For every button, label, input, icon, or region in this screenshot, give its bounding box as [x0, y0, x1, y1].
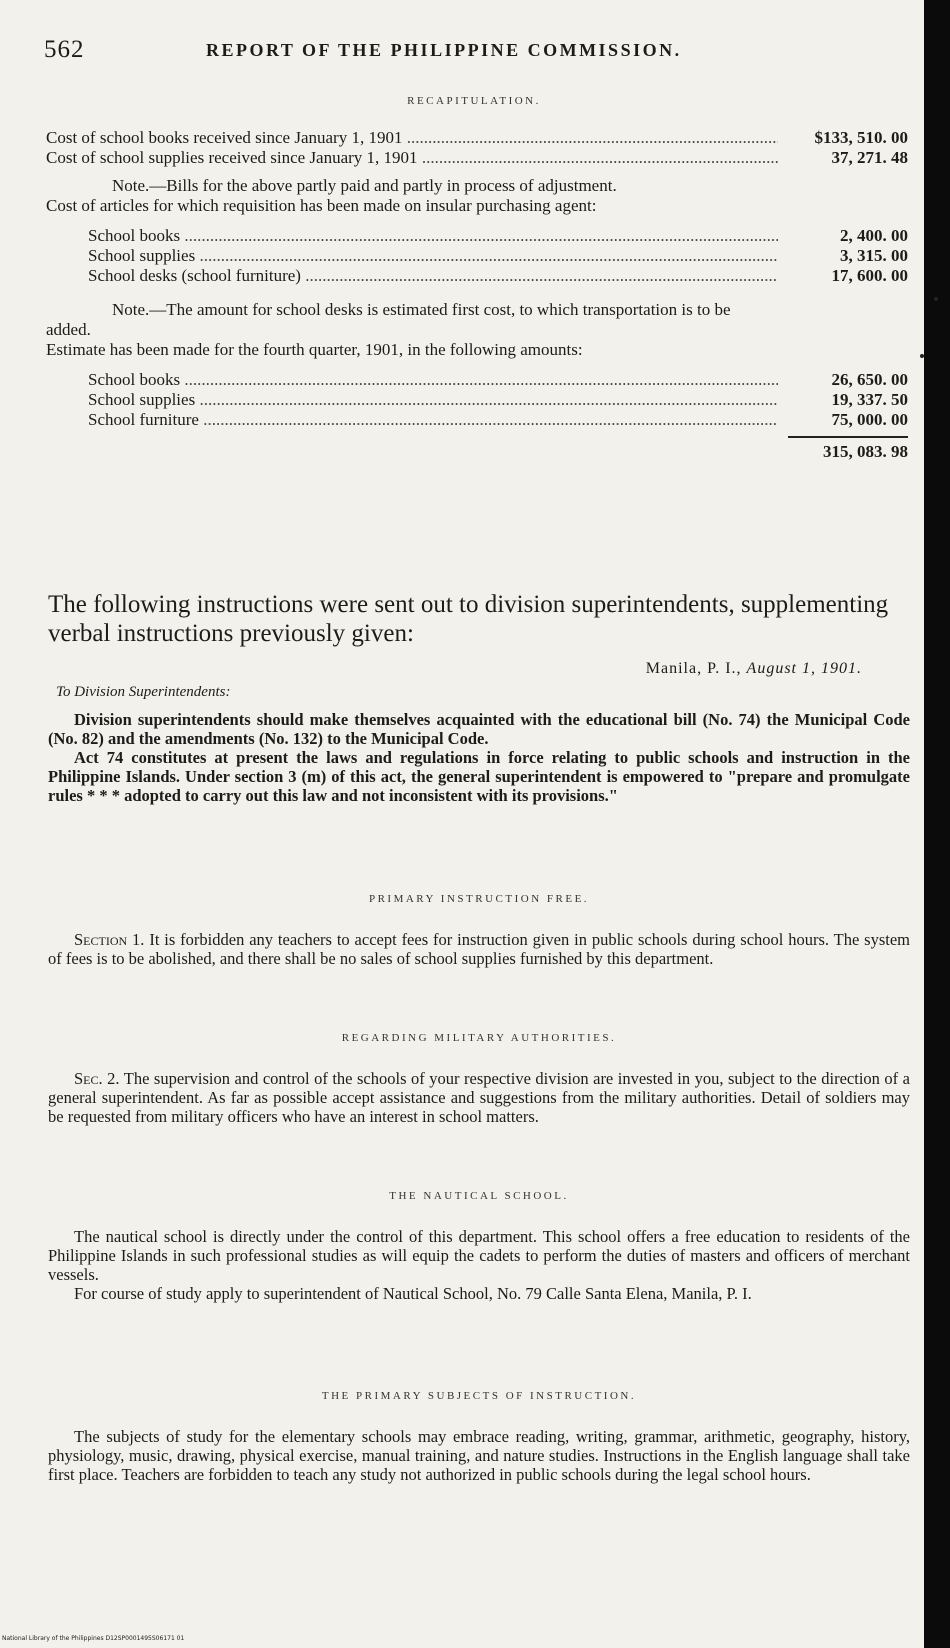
- scan-edge-strip: [924, 0, 950, 1648]
- estimate-row: [46, 390, 908, 410]
- estimate-row-label: School books .....: [46, 370, 778, 390]
- requisition-row: [46, 226, 908, 246]
- recap-note-bills: Note.—Bills for the above partly paid and partly in process of adjustment.: [112, 176, 617, 195]
- estimate-row-label: School furniture .....: [46, 410, 778, 430]
- requisition-row: [46, 266, 908, 286]
- estimate-row-amount: 75, 000. 00: [831, 410, 908, 429]
- estimate-row-amount: 19, 337. 50: [831, 390, 908, 409]
- estimate-row: [46, 410, 908, 430]
- estimate-row: [46, 370, 908, 390]
- dateline: [646, 660, 862, 678]
- page-header: [44, 36, 904, 70]
- recap-title: RECAPITULATION.: [407, 95, 541, 107]
- section-lead: Sec. 2.: [74, 1069, 120, 1088]
- requisition-heading: Cost of articles for which requisition has been made on insular purchasing agent:: [46, 196, 597, 215]
- salutation: To Division Superintendents:: [56, 684, 231, 700]
- estimate-row-amount: 26, 650. 00: [831, 370, 908, 389]
- section-text: It is forbidden any teachers to accept fees for instruction given in public schools during school hours. The system of fees is to be abolished, and there shall be no sales of school supplies furnished by this department.: [48, 930, 911, 968]
- recap-row-label: Cost of school supplies received since January 1, 1901 .....: [46, 148, 778, 168]
- total-rule: [788, 436, 908, 438]
- opening-paragraph: Division superintendents should make themselves acquainted with the educational bill (No. 74) the Municipal Code (No. 82) and the amendments (No. 132) to the Municipal Code.: [48, 710, 910, 748]
- section-lead: Section 1.: [74, 930, 145, 949]
- requisition-row-label: School books .....: [46, 226, 778, 246]
- recap-total: 315, 083. 98: [823, 442, 908, 461]
- recap-row-amount: 37, 271. 48: [831, 148, 908, 167]
- total-rule-row: [46, 430, 908, 440]
- section-body: [48, 930, 910, 968]
- section-body: [48, 1227, 910, 1303]
- instructions-intro: The following instructions were sent out to division superintendents, supplementing verbal instructions previously given:: [48, 591, 889, 647]
- recap-row-amount: $133, 510. 00: [814, 128, 908, 147]
- section-body: [48, 1427, 910, 1484]
- requisition-row-label: School desks (school furniture) .....: [46, 266, 778, 286]
- section-paragraph: The nautical school is directly under the control of this department. This school offers a free education to residents of the Philippine Islands in such professional studies as will equip the cadets to perform the duties of masters and officers of merchant vessels.: [48, 1227, 910, 1284]
- requisition-row-amount: 3, 315. 00: [840, 246, 908, 265]
- requisition-row-label: School supplies .....: [46, 246, 778, 266]
- section-heading: REGARDING MILITARY AUTHORITIES.: [341, 1032, 617, 1044]
- running-head: REPORT OF THE PHILIPPINE COMMISSION.: [206, 40, 682, 60]
- opening-paragraph: Act 74 constitutes at present the laws and regulations in force relating to public schools and instruction in the Philippine Islands. Under section 3 (m) of this act, the general superintendent is empowered to "prepare and promulgate rules * * * adopted to carry out this law and not inconsistent with its provisions.": [48, 748, 910, 805]
- section-heading: PRIMARY INSTRUCTION FREE.: [368, 893, 590, 905]
- requisition-row: [46, 246, 908, 266]
- section-paragraph: [48, 930, 910, 968]
- scan-speck: [920, 354, 924, 358]
- dateline-date: August 1, 1901.: [746, 660, 862, 677]
- section-paragraph: For course of study apply to superintendent of Nautical School, No. 79 Calle Santa Elena, Manila, P. I.: [74, 1284, 752, 1303]
- recap-row-label: Cost of school books received since January 1, 1901 .....: [46, 128, 778, 148]
- section-paragraph: [48, 1069, 910, 1126]
- section-body: [48, 1069, 910, 1126]
- opening-text: [48, 710, 910, 805]
- scan-footer: National Library of the Philippines D12SP0001495S06171 01: [2, 1635, 185, 1642]
- requisition-row-amount: 2, 400. 00: [840, 226, 908, 245]
- section-heading: THE PRIMARY SUBJECTS OF INSTRUCTION.: [321, 1390, 637, 1402]
- estimate-row-label: School supplies .....: [46, 390, 778, 410]
- section-paragraph: The subjects of study for the elementary schools may embrace reading, writing, grammar, arithmetic, geography, history, physiology, music, drawing, physical exercise, manual training, and nature studies. Instructions in the English language shall take first place. Teachers are forbidden to teach any study not authorized in public schools during the legal school hours.: [48, 1427, 910, 1484]
- requisition-row-amount: 17, 600. 00: [831, 266, 908, 285]
- scan-speck: [934, 297, 938, 301]
- section-text: The supervision and control of the schools of your respective division are invested in you, subject to the direction of a general superintendent. As far as possible accept assistance and suggestions from the military authorities. Detail of soldiers may be requested from military officers who have an interest in school matters.: [48, 1069, 911, 1126]
- estimate-heading: Estimate has been made for the fourth quarter, 1901, in the following amounts:: [46, 340, 583, 359]
- recap-note-desks: Note.—The amount for school desks is estimated first cost, to which transportation is to be added.: [46, 300, 731, 339]
- dateline-place: Manila, P. I.,: [645, 660, 747, 677]
- section-heading: THE NAUTICAL SCHOOL.: [389, 1190, 569, 1202]
- recap-row: [46, 128, 908, 148]
- recap-row: [46, 148, 908, 168]
- page-number: 562: [44, 36, 85, 63]
- recapitulation-table: [46, 128, 908, 464]
